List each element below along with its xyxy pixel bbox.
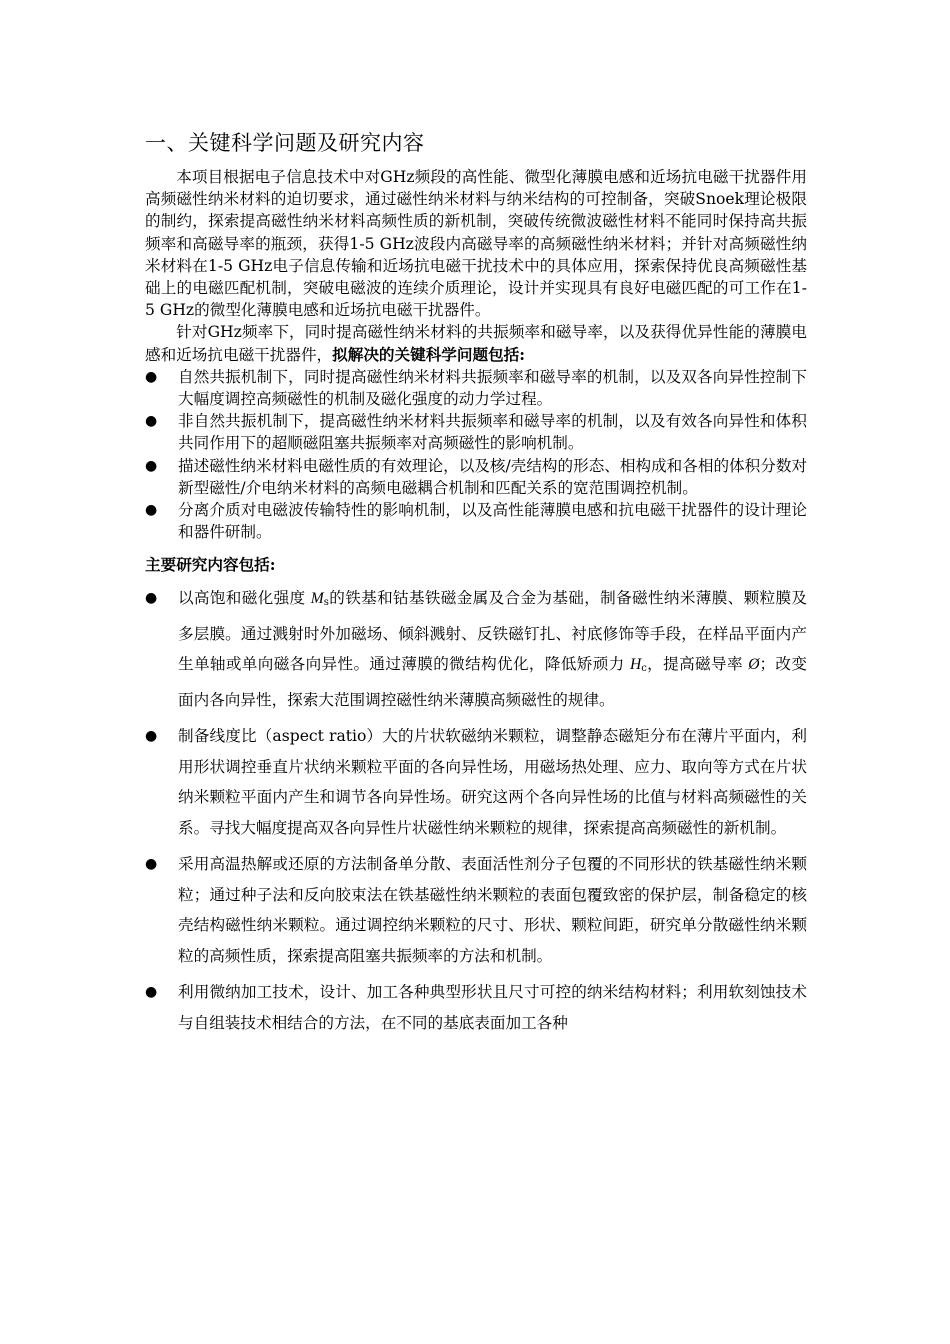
key-problems-lead: 拟解决的关键科学问题包括: <box>332 344 526 364</box>
coercivity-symbol: H <box>629 656 642 674</box>
research-item-text-part4: ；改变面内各向异性，探索大范围调控磁性纳米薄膜高频磁性的规律。 <box>178 655 807 709</box>
list-item <box>145 977 807 1038</box>
section-title: 一、关键科学问题及研究内容 <box>145 131 425 155</box>
key-problem-text: 描述磁性纳米材料电磁性质的有效理论，以及核/壳结构的形态、相构成和各相的体积分数对新型磁性/介电纳米材料的高频电磁耦合机制和匹配关系的宽范围调控机制。 <box>178 456 808 497</box>
key-problems-list <box>145 366 807 544</box>
permeability-symbol: Ø <box>748 656 760 674</box>
research-content-list <box>145 583 807 1038</box>
bullet-icon: ● <box>145 590 158 607</box>
research-item-text: 制备线度比（aspect ratio）大的片状软磁纳米颗粒，调整静态磁矩分布在薄片平面内，利用形状调控垂直片状纳米颗粒平面的各向异性场，用磁场热处理、应力、取向等方式在片状纳米颗粒平面内产生和调节各向异性场。研究这两个各向异性场的比值与材料高频磁性的关系。寻找大幅度提高双各向异性片状磁性纳米颗粒的规律，探索提高高频磁性的新机制。 <box>178 727 807 837</box>
research-item-text-part2: 的铁基和钴基铁磁金属及合金为基础，制备磁性纳米薄膜、颗粒膜及多层膜。通过溅射时外加磁场、倾斜溅射、反铁磁钉扎、衬底修饰等手段，在样品平面内产生单轴或单向磁各向异性。通过薄膜的微结构优化，降低矫顽力 <box>178 589 807 674</box>
list-item <box>145 849 807 971</box>
list-item <box>145 366 807 410</box>
document-page <box>145 128 807 1044</box>
research-item-text-part3: ，提高磁导率 <box>646 655 749 674</box>
research-item-text: 利用微纳加工技术，设计、加工各种典型形状且尺寸可控的纳米结构材料；利用软刻蚀技术与自组装技术相结合的方法，在不同的基底表面加工各种 <box>178 983 807 1032</box>
coercivity-subscript: c <box>641 663 647 675</box>
bullet-icon: ● <box>145 413 158 430</box>
saturation-magnetization-symbol: M <box>310 590 324 608</box>
key-problem-text: 分离介质对电磁波传输特性的影响机制，以及高性能薄膜电感和抗电磁干扰器件的设计理论和器件研制。 <box>178 501 807 542</box>
bullet-icon: ● <box>145 457 158 474</box>
list-item <box>145 455 807 499</box>
list-item <box>145 583 807 715</box>
bullet-icon: ● <box>145 502 158 519</box>
key-problem-text: 自然共振机制下，同时提高磁性纳米材料共振频率和磁导率的机制，以及双各向异性控制下大幅度调控高频磁性的机制及磁化强度的动力学过程。 <box>178 367 807 409</box>
list-item <box>145 721 807 843</box>
key-problem-text: 非自然共振机制下，提高磁性纳米材料共振频率和磁导率的机制，以及有效各向异性和体积共同作用下的超顺磁阻塞共振频率对高频磁性的影响机制。 <box>178 412 807 453</box>
bullet-icon: ● <box>145 984 158 1001</box>
bullet-icon: ● <box>145 856 158 873</box>
research-item-text-part1: 以高饱和磁化强度 <box>178 589 311 608</box>
list-item <box>145 499 807 543</box>
research-content-heading: 主要研究内容包括: <box>145 555 276 575</box>
list-item <box>145 410 807 454</box>
bullet-icon: ● <box>145 728 158 745</box>
bullet-icon: ● <box>145 368 158 385</box>
goal-paragraph-text: 针对GHz频率下，同时提高磁性纳米材料的共振频率和磁导率，以及获得优异性能的薄膜电感和近场抗电磁干扰器件， <box>145 323 807 364</box>
intro-paragraph: 本项目根据电子信息技术中对GHz频段的高性能、微型化薄膜电感和近场抗电磁干扰器件用高频磁性纳米材料的迫切要求，通过磁性纳米材料与纳米结构的可控制备，突破Snoek理论极限的制约，探索提高磁性纳米材料高频性质的新机制，突破传统微波磁性材料不能同时保持高共振频率和高磁导率的瓶颈，获得1-5 GHz波段内高磁导率的高频磁性纳米材料；并针对高频磁性纳米材料在1-5 GHz电子信息传输和近场抗电磁干扰技术中的具体应用，探索保持优良高频磁性基础上的电磁匹配机制，突破电磁波的连续介质理论，设计并实现具有良好电磁匹配的可工作在1-5 GHz的微型化薄膜电感和近场抗电磁干扰器件。 <box>145 168 807 320</box>
goal-paragraph <box>145 321 807 365</box>
saturation-magnetization-subscript: s <box>323 597 329 609</box>
research-item-text: 采用高温热解或还原的方法制备单分散、表面活性剂分子包覆的不同形状的铁基磁性纳米颗粒；通过种子法和反向胶束法在铁基磁性纳米颗粒的表面包覆致密的保护层，制备稳定的核壳结构磁性纳米颗粒。通过调控纳米颗粒的尺寸、形状、颗粒间距，研究单分散磁性纳米颗粒的高频性质，探索提高阻塞共振频率的方法和机制。 <box>178 855 807 965</box>
